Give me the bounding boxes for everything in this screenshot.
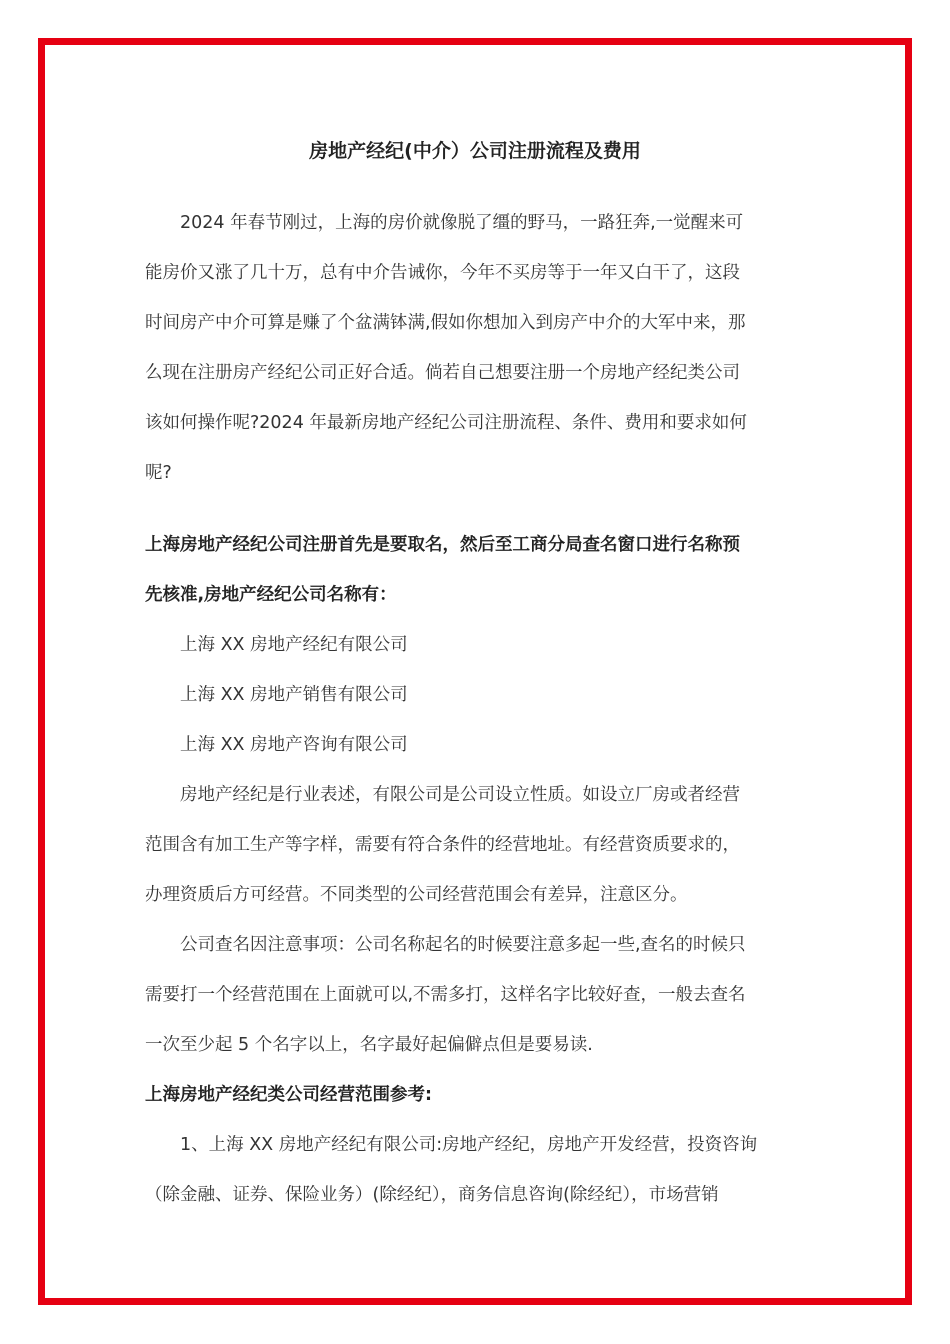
heading-line: 上海房地产经纪公司注册首先是要取名，然后至工商分局查名窗口进行名称预: [145, 535, 740, 555]
paragraph-line: 需要打一个经营范围在上面就可以,不需多打，这样名字比较好查，一般去查名: [145, 985, 746, 1005]
scope-paragraph: [145, 1120, 805, 1220]
company-name-example: 上海 XX 房地产销售有限公司: [180, 685, 408, 705]
intro-line: 呢?: [145, 463, 172, 483]
paragraph-line: 办理资质后方可经营。不同类型的公司经营范围会有差异，注意区分。: [145, 885, 688, 905]
company-name-example: 上海 XX 房地产经纪有限公司: [180, 635, 408, 655]
naming-notes-paragraph: [145, 920, 805, 1070]
intro-line: 么现在注册房产经纪公司正好合适。倘若自己想要注册一个房地产经纪类公司: [145, 363, 740, 383]
industry-paragraph: [145, 770, 805, 920]
intro-line: 能房价又涨了几十万，总有中介告诫你，今年不买房等于一年又白干了，这段: [145, 263, 740, 283]
company-name-example: 上海 XX 房地产咨询有限公司: [180, 735, 408, 755]
paragraph-line: （除金融、证券、保险业务）(除经纪），商务信息咨询(除经纪），市场营销: [145, 1185, 719, 1205]
intro-line: 该如何操作呢?2024 年最新房地产经纪公司注册流程、条件、费用和要求如何: [145, 413, 747, 433]
paragraph-line: 1、上海 XX 房地产经纪有限公司:房地产经纪，房地产开发经营，投资咨询: [180, 1135, 758, 1155]
intro-paragraph: [145, 198, 805, 498]
heading-line: 先核准,房地产经纪公司名称有：: [145, 585, 397, 605]
section-heading-scope: [145, 1070, 805, 1120]
heading-line: 上海房地产经纪类公司经营范围参考:: [145, 1085, 432, 1105]
paragraph-line: 公司查名因注意事项：公司名称起名的时候要注意多起一些,查名的时候只: [180, 935, 746, 955]
document-title: 房地产经纪(中介）公司注册流程及费用: [309, 140, 641, 162]
document-body: [145, 126, 805, 1220]
paragraph-line: 范围含有加工生产等字样，需要有符合条件的经营地址。有经营资质要求的，: [145, 835, 740, 855]
paragraph-line: 一次至少起 5 个名字以上，名字最好起偏僻点但是要易读.: [145, 1035, 593, 1055]
section-heading-naming: [145, 520, 805, 620]
intro-line: 时间房产中介可算是赚了个盆满钵满,假如你想加入到房产中介的大军中来，那: [145, 313, 746, 333]
intro-line: 2024 年春节刚过，上海的房价就像脱了缰的野马，一路狂奔,一觉醒来可: [180, 213, 744, 233]
paragraph-line: 房地产经纪是行业表述，有限公司是公司设立性质。如设立厂房或者经营: [180, 785, 740, 805]
